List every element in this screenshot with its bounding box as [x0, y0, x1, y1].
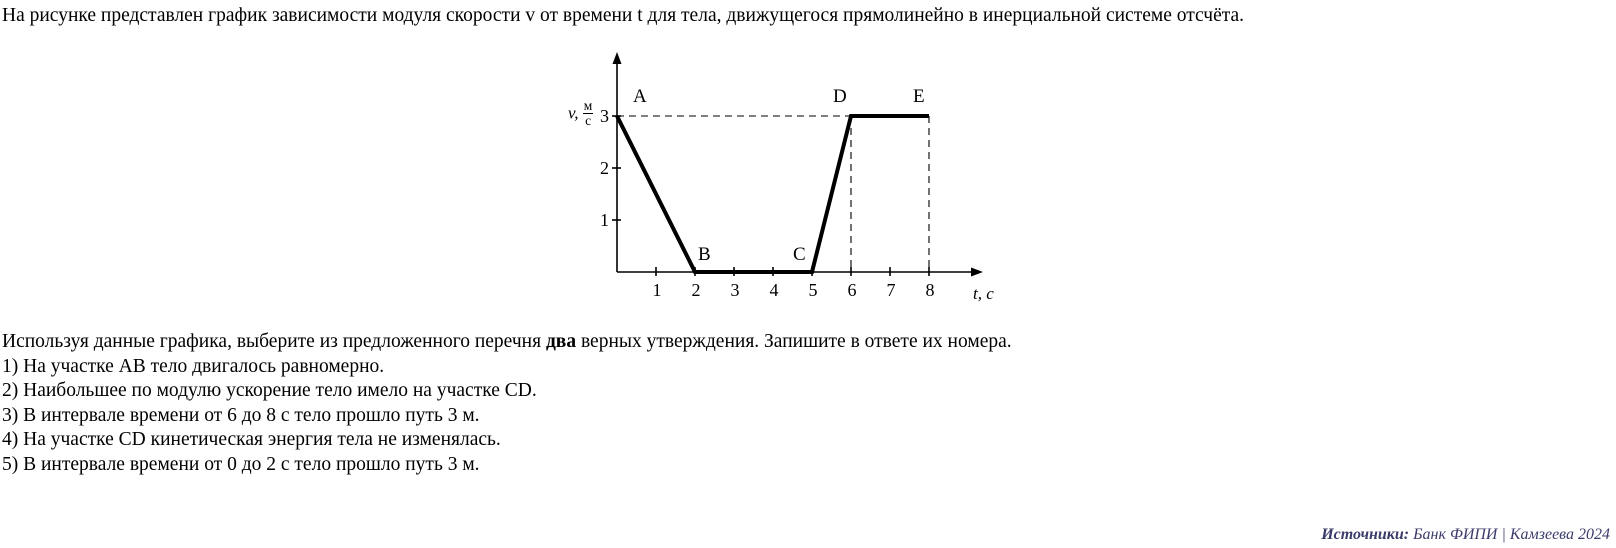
x-tick-8: 8	[925, 280, 935, 300]
graph-svg	[555, 44, 1015, 314]
point-label-c: C	[793, 244, 806, 265]
source-label: Источники:	[1321, 526, 1410, 543]
y-tick-3: 3	[600, 106, 609, 126]
y-axis-arrow	[613, 52, 622, 64]
x-tick-5: 5	[808, 280, 818, 300]
x-axis-label: t, c	[973, 284, 994, 303]
x-axis-arrow	[971, 268, 983, 277]
option-4[interactable]: 4) На участке СD кинетическая энергия тела не изменялась.	[2, 429, 501, 450]
x-tick-4: 4	[769, 280, 779, 300]
y-tick-2: 2	[600, 158, 609, 178]
y-axis-unit-numerator: м	[583, 98, 593, 113]
y-axis-unit-denominator: с	[585, 113, 592, 128]
point-label-b: B	[698, 244, 711, 265]
task-lead-part1: Используя данные графика, выберите из предложенного перечня	[2, 331, 546, 352]
task-lead	[2, 330, 1012, 355]
task-lead-part2: верных утверждения. Запишите в ответе их номера.	[576, 331, 1012, 352]
intro-text: На рисунке представлен график зависимости модуля скорости v от времени t для тела, движущегося прямолинейно в инерциальной системе отсчёта.	[2, 5, 1245, 26]
point-label-e: E	[913, 86, 925, 107]
velocity-curve	[617, 116, 929, 272]
option-1[interactable]: 1) На участке АВ тело двигалось равномерно.	[2, 355, 385, 377]
x-tick-1: 1	[652, 280, 662, 300]
y-tick-1: 1	[600, 210, 609, 230]
option-2[interactable]: 2) Наибольшее по модулю ускорение тело имело на участке СD.	[2, 380, 537, 401]
source-text: Банк ФИПИ | Камзеева 2024	[1409, 526, 1610, 543]
y-axis-label-text: v,	[568, 103, 579, 123]
x-tick-3: 3	[730, 280, 740, 300]
option-3[interactable]: 3) В интервале времени от 6 до 8 с тело прошло путь 3 м.	[2, 404, 480, 426]
point-label-a: A	[633, 86, 647, 107]
task-lead-bold: два	[545, 331, 577, 352]
task-block	[2, 330, 1012, 477]
source-note	[1321, 526, 1610, 544]
options-list	[2, 355, 1012, 478]
x-tick-7: 7	[886, 280, 896, 300]
velocity-time-graph	[555, 44, 1015, 314]
point-label-d: D	[833, 86, 847, 107]
x-tick-2: 2	[691, 280, 701, 300]
x-tick-6: 6	[847, 280, 857, 300]
option-5[interactable]: 5) В интервале времени от 0 до 2 с тело прошло путь 3 м.	[2, 453, 480, 475]
